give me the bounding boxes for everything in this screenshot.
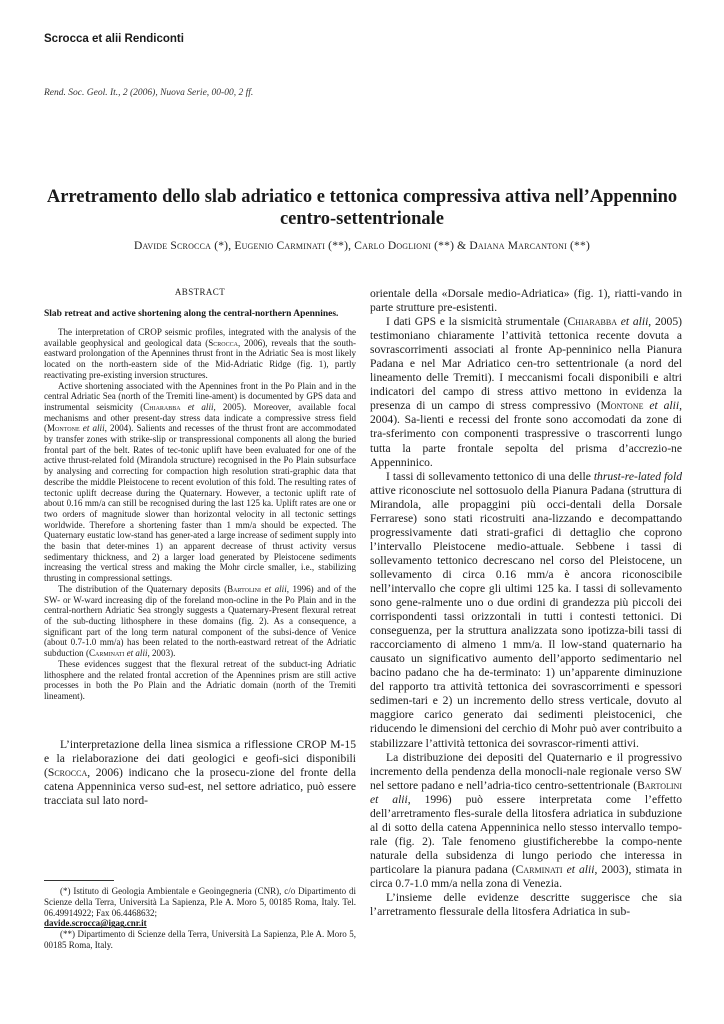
footnote-rule — [44, 880, 114, 881]
left-column — [44, 287, 356, 808]
author-list — [44, 240, 680, 252]
abstract-paragraph: These evidences suggest that the flexural retreat of the subduct-ing Adriatic lithosphere and the related frontal accretion of the Apennines prism are still active processes in both the Po Plain and the Adriatic domain (north of the Tremiti lineament). — [44, 658, 356, 701]
body-paragraph — [370, 470, 682, 751]
citation-author: Bartolini — [227, 583, 261, 594]
body-paragraph — [370, 315, 682, 470]
text-run: attive riconosciute nel sottosuolo della Pianura Padana (struttura di Mirandola, alle propaggini più occi-dentali della Dorsale Ferrarese) sono stati ricostruiti ana-lizzando e decompattando progressivamente dati strati-grafici di dettaglio che coprono l’intervallo Pleistocene medio-attuale. Sebbene i tassi di sollevamento tettonico decrescano nel corso del Pleistocene, un sollevamento di circa 0.16 mm/a è ancora riconoscibile nell’intervallo che copre gli ultimi 125 ka. I tassi di sollevamento sono gene-ralmente uno o due ordini di grandezza più piccoli dei corrispondenti tassi orizzontali in tutti i contesti tettonici. Di conseguenza, per la struttura analizzata sono ipotizza-bili tassi di raccorciamento di almeno 1 mm/a. Il low-stand quaternario ha causato un significativo aumento dell’apporto sedimentario nel bacino padano che ha de-terminato: 1) un’apparente diminuzione del rapporto tra attività tettonica dei sovrascorrimenti e spessori sedimen-tari e 2) un incremento dello stress verticale, dovuto al maggiore carico generato dai sedimenti pleistocenici, che riducendo le dimensioni del cerchio di Mohr può aver contribuito a stabilizzare l’attività tettonica dei sovrascor-rimenti attivi. — [370, 483, 682, 750]
text-run: , 2005). Moreover, available focal mechanisms and other present-day stress data indicate a compressive stress field ( — [44, 401, 356, 434]
author-name: Daiana Marcantoni — [469, 240, 567, 252]
abstract-paragraph — [44, 327, 356, 381]
et-alii: et alii — [261, 583, 287, 594]
text-run: , 2005) testimoniano chiaramente l’attività tettonica recente dovuta a sovrascorrimenti associati al fronte Ap-penninico nella Pianura Padana e nel Mar Adriatico cen-tro settentrionale (a nord del lineamento delle Tremiti). I meccanismi focali disponibili e altri indicatori del campo di stress attivo mettono in evidenza la presenza di un campo di stress compressivo ( — [370, 315, 682, 413]
author-name: Davide Scrocca — [133, 240, 212, 252]
citation-author: Scrocca — [47, 765, 88, 779]
abstract-paragraph — [44, 584, 356, 659]
citation-author: Scrocca — [208, 337, 238, 348]
text-run: , 1996) può essere interpretata come l’effetto dell’arretramento fles-surale della litosfera adriatica in subduzione al di sotto della catena Appenninica nello stesso intervallo tempo-rale (fig. 2). Tale fenomeno giustificherebbe la compo-nente naturale della subsidenza di lungo periodo che interessa in particolare la pianura padana ( — [370, 792, 682, 876]
running-head: Scrocca et alii Rendiconti — [44, 33, 184, 45]
text-run: L’interpretazione della linea sismica a riflessione CROP M-15 e la rielaborazione dei dati geologici e geofi-sici disponibili ( — [44, 737, 356, 779]
text-run: , 2003). — [147, 648, 176, 659]
author-name: Eugenio Carminati — [234, 240, 326, 252]
author-affiliation-mark: (**) — [566, 240, 590, 252]
emphasis-term: thrust-re-lated fold — [593, 469, 682, 483]
text-run: La distribuzione dei depositi del Quaternario e il progressivo incremento della pendenza della monocli-nale regionale verso SW nel settore padano e nell’adria-tico centro-settentrionale ( — [370, 750, 682, 792]
text-run: (*) Istituto di Geologia Ambientale e Geoingegneria (CNR), c/o Dipartimento di Scienze della Terra, Università La Sapienza, P.le A. Moro 5, 00185 Roma, Italy. Tel. 06.49914922; Fax 06.4468632; — [44, 886, 356, 918]
author-name: Carlo Doglioni — [354, 240, 432, 252]
text-run: I dati GPS e la sismicità strumentale ( — [386, 315, 568, 329]
footnote — [44, 886, 356, 929]
body-paragraph — [44, 738, 356, 808]
right-column — [370, 287, 682, 919]
author-affiliation-mark: (*), — [211, 240, 235, 252]
text-run: The interpretation of CROP seismic profiles, integrated with the analysis of the available geophysical and geological data ( — [44, 327, 356, 348]
abstract-title: Slab retreat and active shortening along the central-northern Apennines. — [44, 309, 339, 319]
citation-author: Montone — [600, 399, 644, 413]
et-alii: et alii — [370, 792, 408, 806]
citation-author: Chiarabba — [143, 401, 181, 412]
citation-author: Carminati — [88, 648, 125, 659]
text-run: , 1996) and of the SW- or W-ward increasing dip of the foreland mon-ocline in the Po Plain and in the central-northern Adriatic Sea strongly suggests a Quaternary-Present flexural retreat of the sub-ducting lithosphere in these domains (fig. 2). As a consequence, a significant part of the long term natural component of the subsi-dence of Venice (about 0.7-1.0 mm/a) has been related to the north-eastward retreat of the Adriatic subduction ( — [44, 583, 356, 659]
text-run: I tassi di sollevamento tettonico di una delle — [386, 469, 594, 483]
email-link[interactable]: davide.scrocca@igag.cnr.it — [44, 918, 147, 929]
citation-author: Chiarabba — [567, 315, 617, 329]
text-run: , 2006) indicano che la prosecu-zione del fronte della catena Appenninica verso sud-est, nel settore adriatico, può essere tracciata sul lato nord- — [44, 765, 356, 807]
et-alii: et alii — [124, 648, 148, 659]
citation-author: Bartolini — [637, 778, 682, 792]
author-affiliation-mark: (**), — [325, 240, 355, 252]
citation-author: Carminati — [515, 862, 563, 876]
footnotes — [44, 886, 356, 951]
text-run: , 2003), stimata in circa 0.7-1.0 mm/a nella zona di Venezia. — [370, 862, 683, 890]
text-run: Active shortening associated with the Apennines front in the Po Plain and in the central Adriatic Sea (north of the Tremiti line-ament) is documented by GPS data and instrumental seismicity ( — [44, 380, 356, 412]
body-paragraph: L’insieme delle evidenze descritte suggerisce che sia l’arretramento flessurale della litosfera Adriatica in sub- — [370, 891, 682, 919]
journal-citation: Rend. Soc. Geol. It., 2 (2006), Nuova Serie, 00-00, 2 ff. — [44, 88, 254, 98]
abstract-body — [44, 327, 356, 702]
citation-author: Montone — [47, 423, 80, 434]
footnote: (**) Dipartimento di Scienze della Terra, Università La Sapienza, P.le A. Moro 5, 00185 Roma, Italy. — [44, 929, 356, 950]
text-run: , 2006), reveals that the south-eastward prolongation of the Apennines thrust front in the Adriatic Sea is most likely located on the north-eastern side of the Mid-Adriatic Ridge (fig. 1), partly reactivating pre-existing inversion structures. — [44, 337, 357, 380]
author-affiliation-mark: (**) & — [431, 240, 470, 252]
et-alii: et alii — [562, 862, 595, 876]
text-run: , 2004). Sa-lienti e recessi del fronte sono accomodati da zone di tra-sferimento con componenti traspressive o trascorrenti lungo tutta la parte frontale sepolta del prisma d’accrezio-ne Appenninico. — [370, 399, 683, 469]
text-run: The distribution of the Quaternary deposits ( — [58, 583, 228, 594]
body-paragraph — [370, 751, 682, 891]
abstract-paragraph — [44, 381, 356, 584]
body-paragraph: orientale della «Dorsale medio-Adriatica» (fig. 1), riatti-vando in parte strutture pre-esistenti. — [370, 287, 682, 315]
text-run: , 2004). Salients and recesses of the thrust front are accommodated by transfer zones with strike-slip or transpressional components all along the buried frontal part of the belt. Rates of tec-tonic uplift have been evaluated for one of the active thrust-related fold (Mirandola structure) recognised in the Po Plain subsurface by analysing and correcting for compaction high resolution strati-graphic data that describe the middle Pleistocene to recent evolution of this fold. The resulting rates of tectonic uplift decrease during the Quaternary. However, a tectonic uplift rate of about 0.16 mm/a can still be recognised during the last 125 ka. Uplift rates are one or two orders of magnitude slower than horizontal velocity in all tectonic settings worldwide. Therefore a shortening faster than 1 mm/a should be expected. The Quaternary eustatic low-stand has gener-ated a large increase of sediment supply into the basin that deter-mines 1) an apparent decrease of thrust activity versus sedimentary thickness, and 2) a larger load generated by Pleistocene sediments increasing the vertical stress and making the Mohr circle smaller, i.e., stabilizing thrusting in compressional settings. — [44, 423, 356, 584]
et-alii: et alii — [616, 315, 649, 329]
et-alii: et alii — [180, 401, 214, 412]
abstract-heading: ABSTRACT — [174, 287, 226, 297]
et-alii: et alii — [79, 423, 105, 434]
et-alii: et alii — [643, 399, 680, 413]
article-title: Arretramento dello slab adriatico e tettonica compressiva attiva nell’Appennino centro-settentrionale — [46, 187, 678, 229]
